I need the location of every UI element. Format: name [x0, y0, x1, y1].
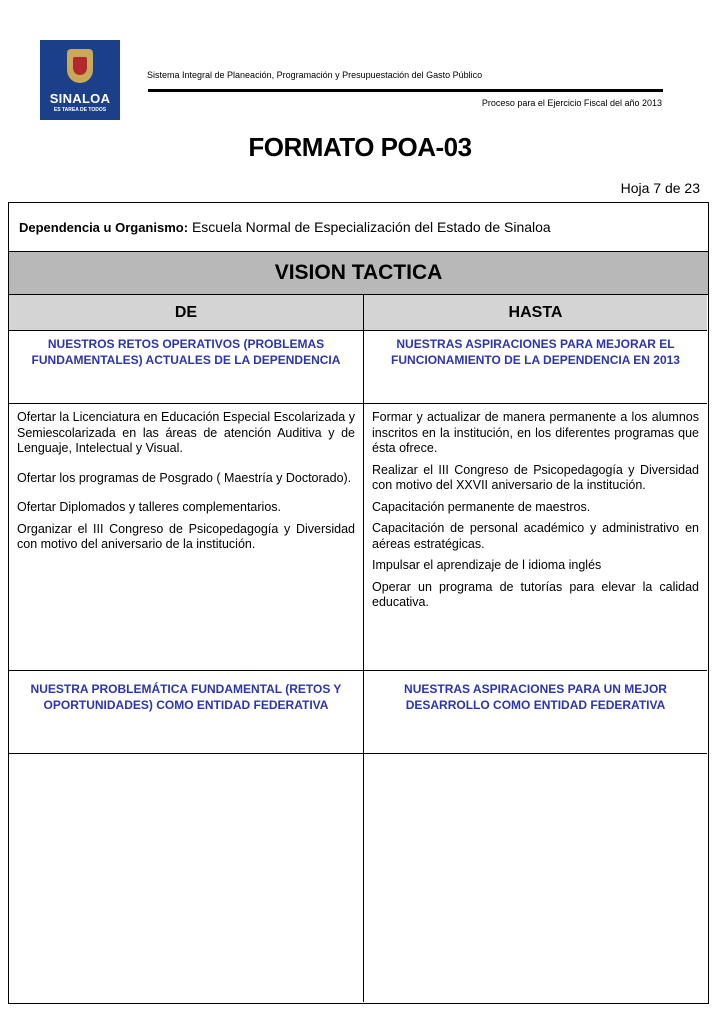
list-item: Ofertar Diplomados y talleres complementarios. — [17, 500, 281, 514]
dependency-row — [9, 203, 708, 252]
logo-name: SINALOA — [49, 91, 111, 106]
empty-cell-right — [364, 754, 707, 1002]
list-item: Realizar el III Congreso de Psicopedagogía y Diversidad con motivo del XXVII aniversario de la institución. — [372, 462, 699, 492]
left-subheader-federal: NUESTRA PROBLEMÁTICA FUNDAMENTAL (RETOS Y OPORTUNIDADES) COMO ENTIDAD FEDERATIVA — [9, 671, 364, 754]
header-divider — [148, 89, 663, 92]
column-header-de: DE — [9, 295, 364, 331]
logo-tagline: ES TAREA DE TODOS — [53, 107, 107, 113]
list-item: Ofertar los programas de Posgrado ( Maestría y Doctorado). — [17, 470, 352, 485]
list-item: Ofertar la Licenciatura en Educación Especial Escolarizada y Semiescolarizada en las áreas de atención Auditiva y de Lenguaje, Intelectual y Visual. — [17, 410, 355, 455]
column-header-hasta: HASTA — [364, 295, 707, 331]
sinaloa-logo — [40, 40, 120, 120]
process-title: Proceso para el Ejercicio Fiscal del año 2013 — [481, 98, 662, 108]
list-item: Formar y actualizar de manera permanente a los alumnos inscritos en la institución, en los diferentes programas que ésta ofrece. — [372, 410, 699, 455]
right-subheader: NUESTRAS ASPIRACIONES PARA MEJORAR EL FUNCIONAMIENTO DE LA DEPENDENCIA EN 2013 — [364, 331, 707, 404]
left-subheader: NUESTROS RETOS OPERATIVOS (PROBLEMAS FUNDAMENTALES) ACTUALES DE LA DEPENDENCIA — [9, 331, 364, 404]
list-item: Capacitación permanente de maestros. — [372, 499, 591, 514]
dependency-label: Dependencia u Organismo: — [19, 220, 189, 235]
empty-cell-left — [9, 754, 364, 1002]
list-item: Organizar el III Congreso de Psicopedagogía y Diversidad con motivo del aniversario de la institución. — [17, 521, 355, 551]
list-item: Capacitación de personal académico y administrativo en aéreas estratégicas. — [372, 521, 699, 551]
list-item: Operar un programa de tutorías para elevar la calidad educativa. — [372, 579, 699, 609]
list-item: Impulsar el aprendizaje de l idioma inglés — [372, 558, 602, 572]
page-number: Hoja 7 de 23 — [620, 180, 700, 196]
table-title: VISION TACTICA — [9, 252, 708, 295]
right-subheader-federal: NUESTRAS ASPIRACIONES PARA UN MEJOR DESARROLLO COMO ENTIDAD FEDERATIVA — [364, 671, 707, 754]
format-title: FORMATO POA-03 — [248, 132, 472, 162]
coat-of-arms-icon — [67, 49, 93, 83]
aspirations-cell — [364, 404, 707, 671]
dependency-value: Escuela Normal de Especialización del Estado de Sinaloa — [191, 219, 551, 235]
vision-table — [8, 202, 709, 1004]
operational-challenges-cell — [9, 404, 364, 671]
system-title: Sistema Integral de Planeación, Programación y Presupuestación del Gasto Público — [147, 70, 483, 80]
